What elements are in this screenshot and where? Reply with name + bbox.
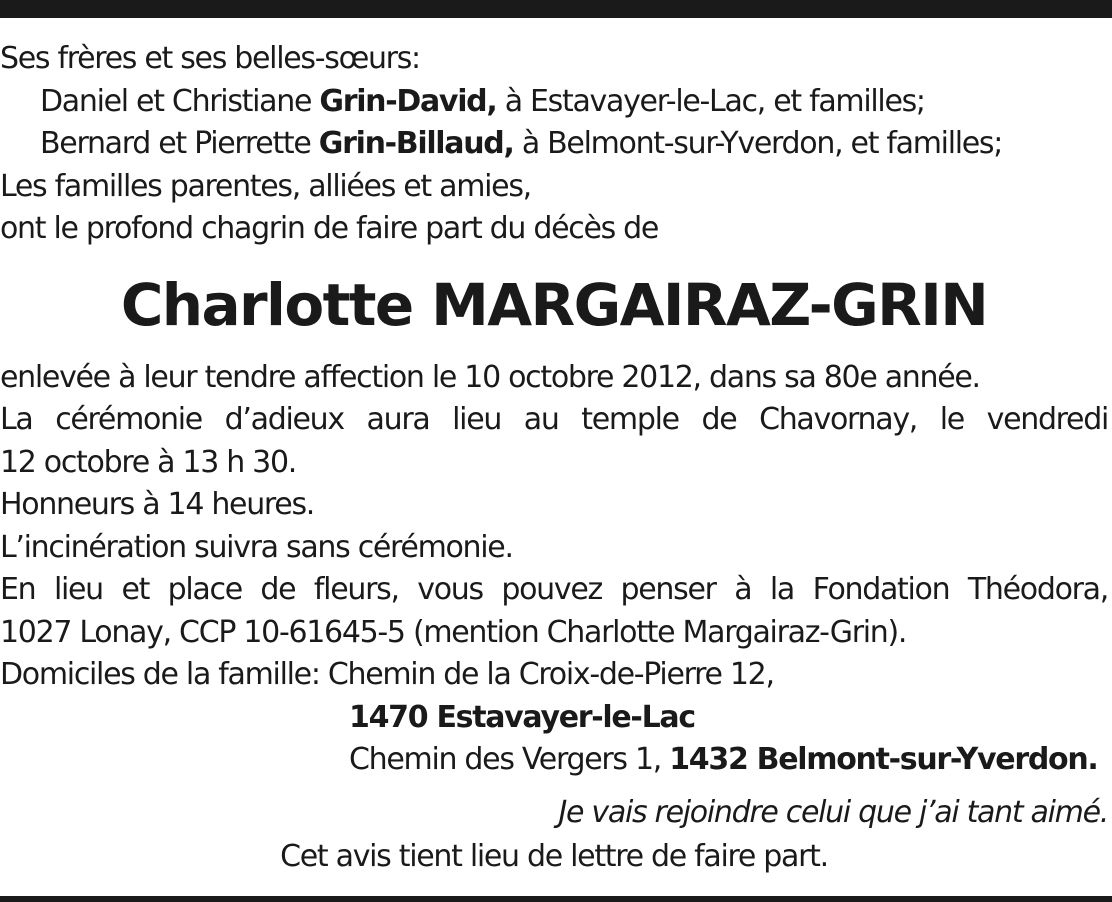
- family-surname: Grin-Billaud,: [318, 126, 514, 161]
- family-location: à Belmont-sur-Yverdon, et familles;: [513, 126, 1003, 161]
- family-surname: Grin-David,: [319, 83, 497, 119]
- address-estavayer: [0, 697, 1108, 740]
- family-heading: Ses frères et ses belles-sœurs:: [0, 41, 420, 76]
- family-entry-grin-billaud: [0, 123, 1108, 166]
- family-names: Daniel et Christiane: [40, 83, 320, 119]
- top-border-rule: [0, 0, 1112, 18]
- flowers-line-1: En lieu et place de fleurs, vous pouvez penser à la Fondation Théodora,: [0, 572, 1108, 607]
- notice-line: Cet avis tient lieu de lettre de faire part.: [280, 839, 828, 874]
- honours-line: Honneurs à 14 heures.: [0, 487, 315, 522]
- address-city: 1432 Belmont-sur-Yverdon.: [669, 742, 1098, 777]
- closing-quote: Je vais rejoindre celui que j’ai tant aimé.: [558, 794, 1108, 830]
- address-city: 1470 Estavayer-le-Lac: [349, 699, 695, 735]
- domiciles-line: Domiciles de la famille: Chemin de la Croix-de-Pierre 12,: [0, 657, 774, 692]
- deceased-name: Charlotte MARGAIRAZ-GRIN: [120, 270, 988, 339]
- ceremony-line-1: La cérémonie d’adieux aura lieu au temple de Chavornay, le vendredi: [0, 402, 1108, 437]
- family-entry-grin-david: [0, 81, 1108, 124]
- obituary-notice: [0, 38, 1108, 879]
- family-location: à Estavayer-le-Lac, et familles;: [496, 83, 925, 119]
- address-belmont: [0, 739, 1108, 782]
- flowers-line-2: 1027 Lonay, CCP 10-61645-5 (mention Charlotte Margairaz-Grin).: [0, 614, 907, 650]
- announcement-line: ont le profond chagrin de faire part du décès de: [0, 211, 659, 246]
- relatives-line: Les familles parentes, alliées et amies,: [0, 168, 531, 204]
- ceremony-line-2: 12 octobre à 13 h 30.: [0, 444, 296, 480]
- family-names: Bernard et Pierrette: [40, 126, 319, 161]
- cremation-line: L’incinération suivra sans cérémonie.: [0, 529, 513, 565]
- bottom-border-rule: [0, 896, 1112, 902]
- address-street: Chemin des Vergers 1,: [349, 742, 670, 777]
- passing-line: enlevée à leur tendre affection le 10 octobre 2012, dans sa 80e année.: [0, 359, 980, 395]
